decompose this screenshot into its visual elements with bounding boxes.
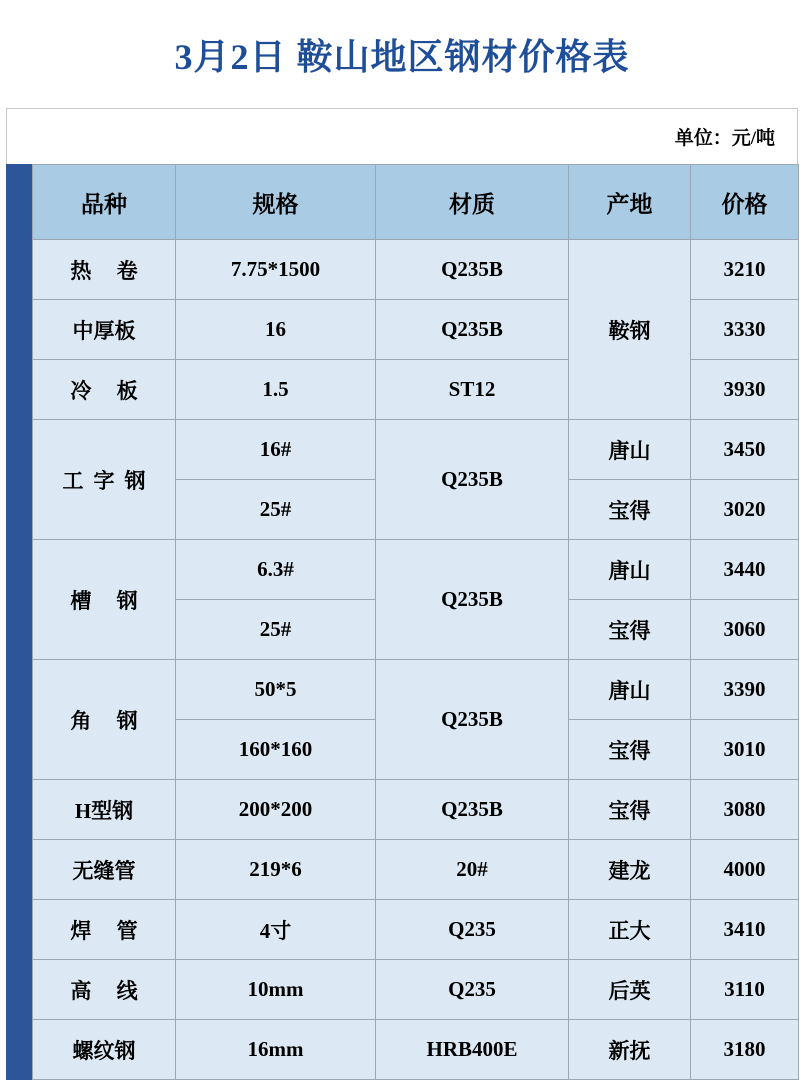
cell-origin: 唐山: [569, 540, 691, 600]
cell-origin: 宝得: [569, 720, 691, 780]
cell-origin: 宝得: [569, 600, 691, 660]
cell-origin: 唐山: [569, 420, 691, 480]
cell-product: 螺纹钢: [33, 1020, 176, 1080]
cell-spec: 25#: [176, 600, 376, 660]
cell-spec: 219*6: [176, 840, 376, 900]
cell-price: 3210: [691, 240, 799, 300]
cell-material: ST12: [376, 360, 569, 420]
cell-product: 热 卷: [33, 240, 176, 300]
cell-price: 4000: [691, 840, 799, 900]
cell-spec: 1.5: [176, 360, 376, 420]
cell-material: Q235B: [376, 780, 569, 840]
cell-material: Q235B: [376, 300, 569, 360]
unit-label: 单位：元/吨: [674, 128, 775, 149]
cell-price: 3110: [691, 960, 799, 1020]
unit-row: [6, 108, 798, 164]
cell-product: 中厚板: [33, 300, 176, 360]
cell-material: Q235: [376, 900, 569, 960]
cell-spec: 25#: [176, 480, 376, 540]
cell-product: 高 线: [33, 960, 176, 1020]
cell-spec: 200*200: [176, 780, 376, 840]
table-row: [33, 900, 799, 960]
cell-product: 无缝管: [33, 840, 176, 900]
column-header-origin: 产地: [569, 165, 691, 240]
cell-price: 3440: [691, 540, 799, 600]
left-accent-bar: [6, 164, 32, 1080]
cell-price: 3930: [691, 360, 799, 420]
cell-material: Q235B: [376, 540, 569, 660]
column-header-product: 品种: [33, 165, 176, 240]
cell-material: HRB400E: [376, 1020, 569, 1080]
table-wrapper: [6, 164, 798, 1080]
cell-product: 工字钢: [33, 420, 176, 540]
cell-price: 3330: [691, 300, 799, 360]
cell-material: Q235: [376, 960, 569, 1020]
cell-origin: 鞍钢: [569, 240, 691, 420]
cell-product: 焊 管: [33, 900, 176, 960]
cell-price: 3410: [691, 900, 799, 960]
cell-origin: 正大: [569, 900, 691, 960]
cell-spec: 7.75*1500: [176, 240, 376, 300]
cell-price: 3080: [691, 780, 799, 840]
cell-origin: 唐山: [569, 660, 691, 720]
cell-spec: 6.3#: [176, 540, 376, 600]
cell-spec: 16mm: [176, 1020, 376, 1080]
cell-origin: 后英: [569, 960, 691, 1020]
cell-spec: 10mm: [176, 960, 376, 1020]
cell-origin: 宝得: [569, 480, 691, 540]
cell-material: Q235B: [376, 420, 569, 540]
title-bar: [0, 0, 804, 108]
cell-product: H型钢: [33, 780, 176, 840]
table-row: [33, 960, 799, 1020]
table-row: [33, 540, 799, 600]
cell-material: 20#: [376, 840, 569, 900]
cell-product: 角 钢: [33, 660, 176, 780]
cell-price: 3180: [691, 1020, 799, 1080]
table-header-row: [33, 165, 799, 240]
cell-spec: 4寸: [176, 900, 376, 960]
cell-price: 3450: [691, 420, 799, 480]
cell-material: Q235B: [376, 240, 569, 300]
table-row: [33, 240, 799, 300]
cell-spec: 16: [176, 300, 376, 360]
column-header-spec: 规格: [176, 165, 376, 240]
cell-price: 3010: [691, 720, 799, 780]
cell-spec: 16#: [176, 420, 376, 480]
table-row: [33, 1020, 799, 1080]
steel-price-table: [32, 164, 799, 1080]
cell-price: 3060: [691, 600, 799, 660]
column-header-material: 材质: [376, 165, 569, 240]
cell-origin: 建龙: [569, 840, 691, 900]
cell-origin: 宝得: [569, 780, 691, 840]
cell-spec: 160*160: [176, 720, 376, 780]
cell-product: 槽 钢: [33, 540, 176, 660]
column-header-price: 价格: [691, 165, 799, 240]
cell-material: Q235B: [376, 660, 569, 780]
page-title: 3月2日 鞍山地区钢材价格表: [174, 36, 630, 77]
cell-price: 3390: [691, 660, 799, 720]
table-row: [33, 780, 799, 840]
table-row: [33, 420, 799, 480]
table-row: [33, 660, 799, 720]
cell-origin: 新抚: [569, 1020, 691, 1080]
cell-product: 冷 板: [33, 360, 176, 420]
cell-price: 3020: [691, 480, 799, 540]
table-row: [33, 840, 799, 900]
cell-spec: 50*5: [176, 660, 376, 720]
